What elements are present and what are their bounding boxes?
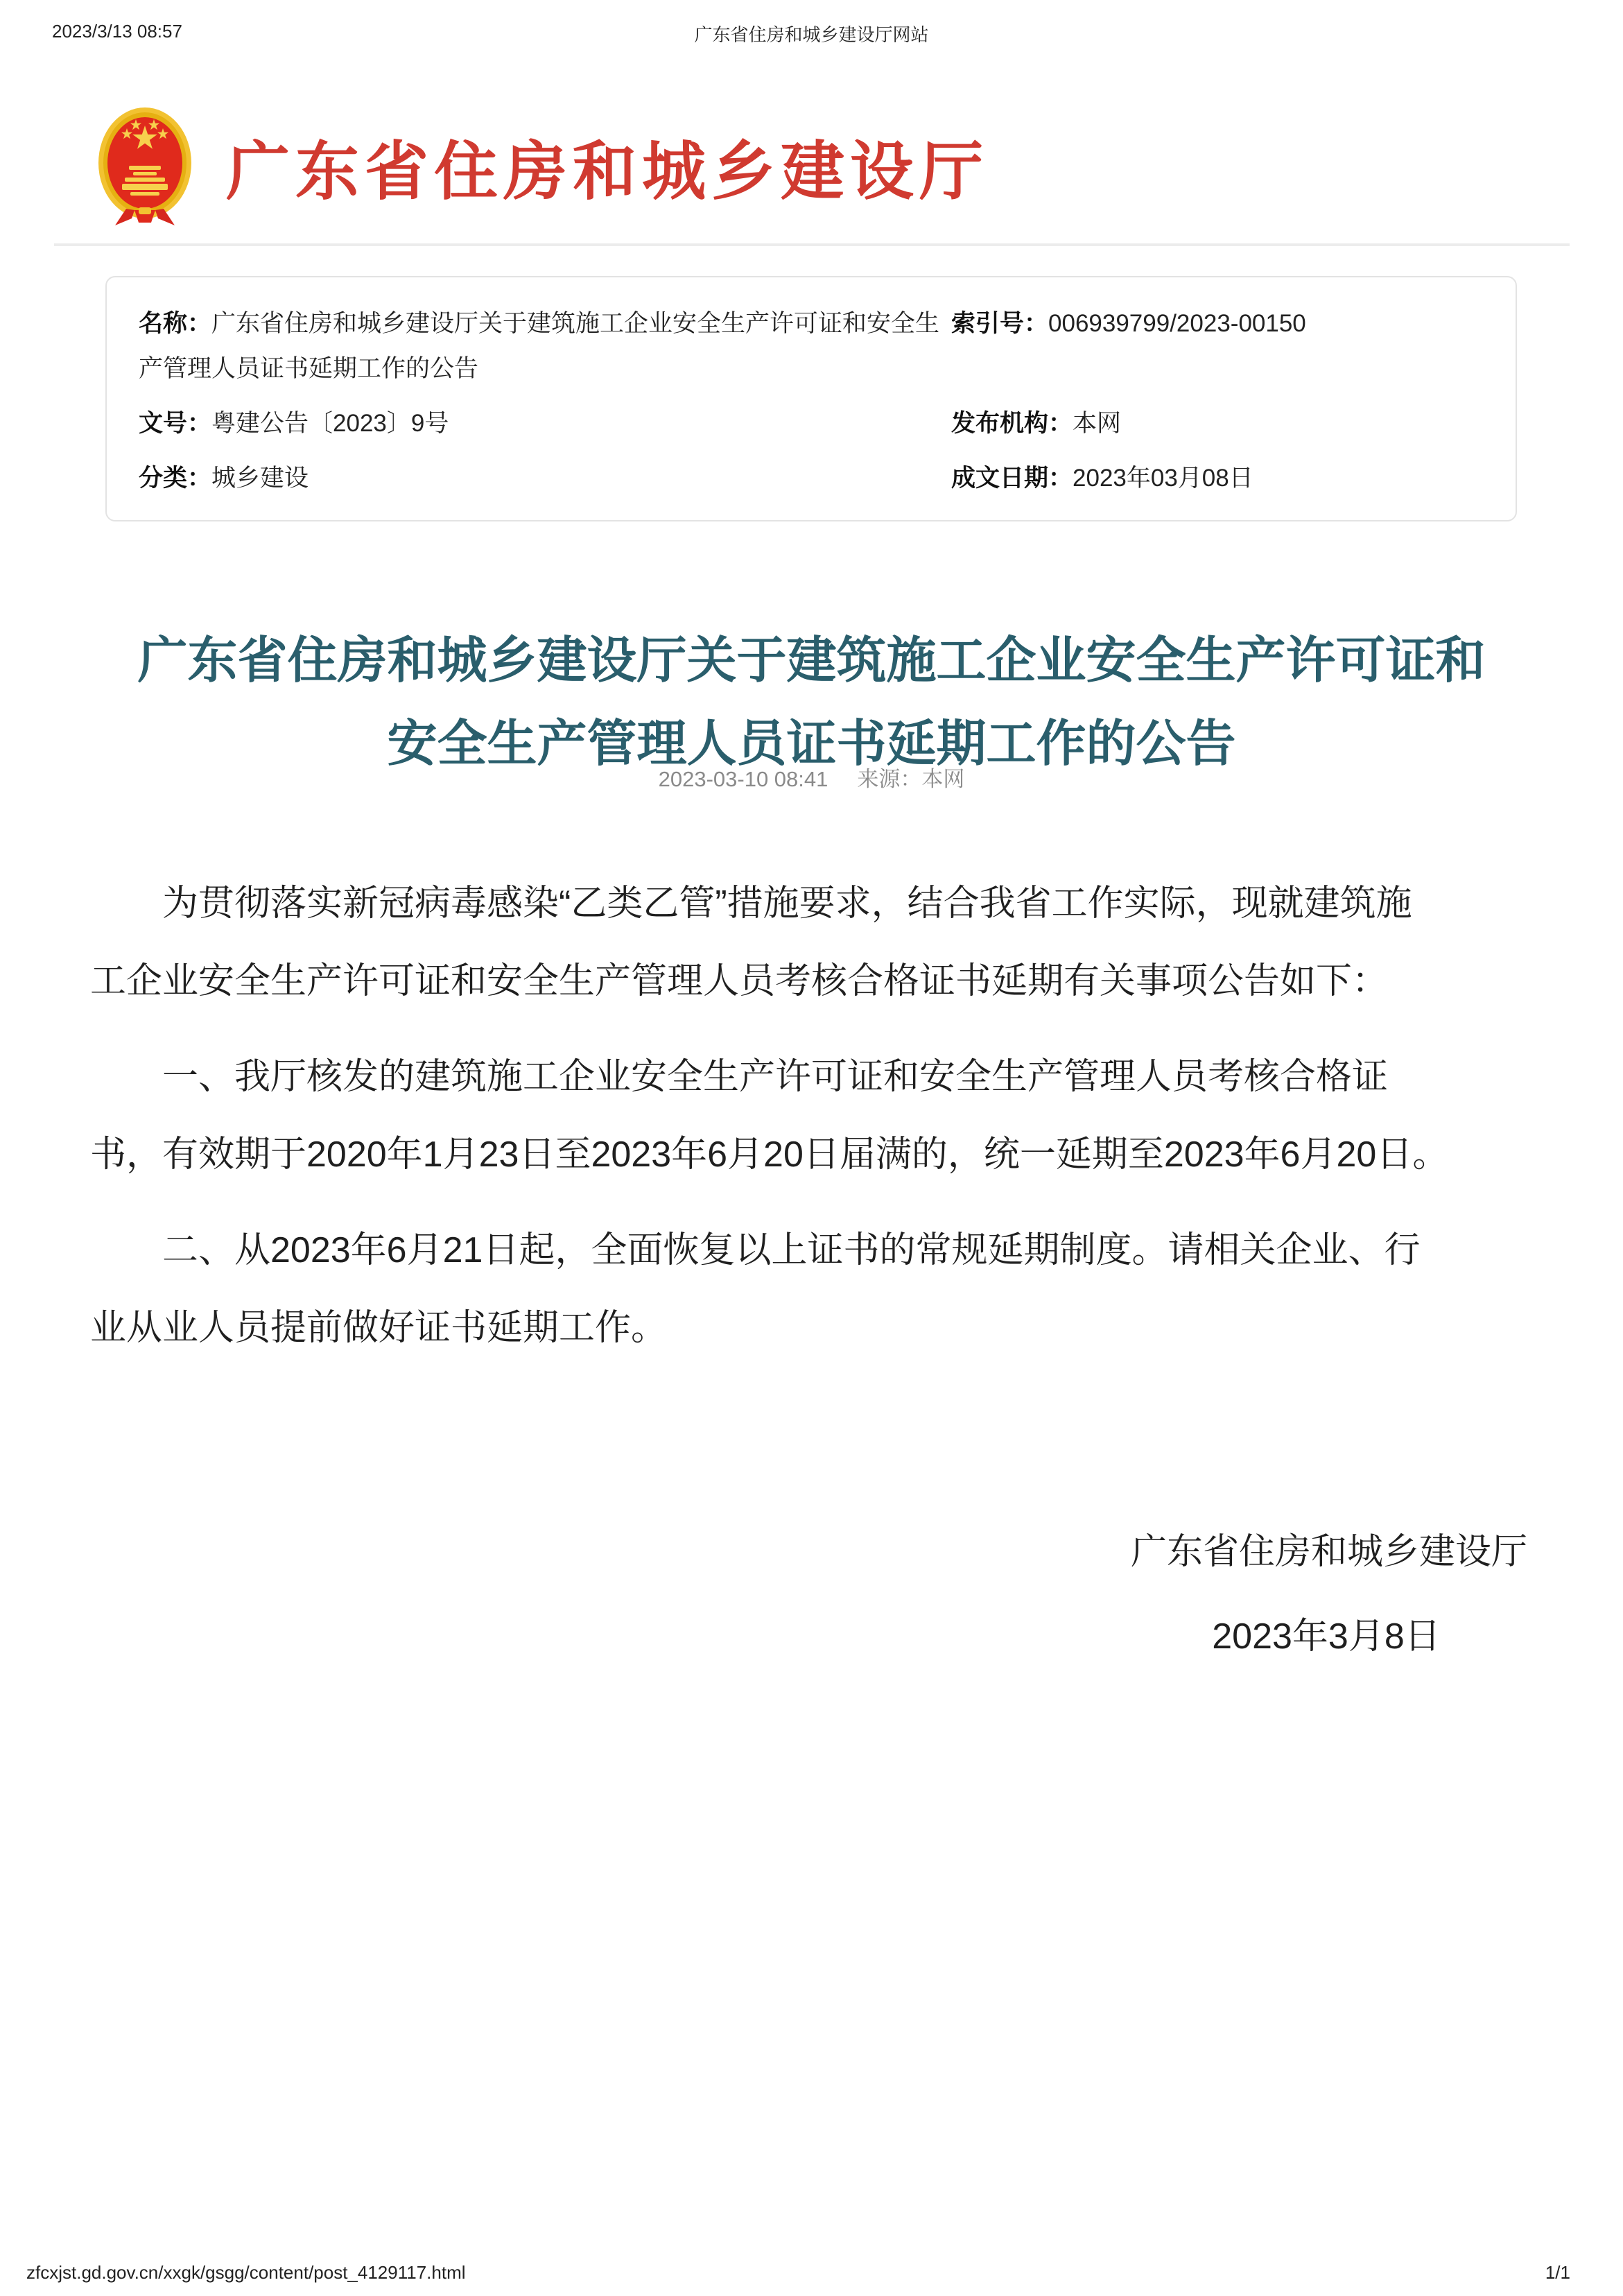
meta-value-date: 2023年03月08日 — [1073, 465, 1253, 492]
paragraph — [90, 1211, 1484, 1367]
signature-name: 广东省住房和城乡建设厅 — [1130, 1532, 1527, 1572]
article-meta — [0, 761, 1623, 793]
paragraph-line: 一、我厅核发的建筑施工企业安全生产许可证和安全生产管理人员考核合格证 — [162, 1057, 1389, 1097]
meta-label-index: 索引号： — [951, 310, 1049, 337]
source-label: 来源：本网 — [857, 767, 965, 791]
meta-docnum-row — [139, 401, 951, 446]
meta-category-row — [139, 456, 951, 501]
meta-label-docnum: 文号： — [139, 410, 212, 438]
paragraph — [90, 1038, 1484, 1193]
meta-label-publisher: 发布机构： — [951, 410, 1073, 438]
paragraph-line: 书，有效期于2020年1月23日至2023年6月20日届满的，统一延期至2023年6月20日。 — [90, 1134, 1449, 1175]
meta-label-category: 分类： — [139, 465, 212, 492]
footer-url: zfcxjst.gd.gov.cn/xxgk/gsgg/content/post_4129117.html — [26, 2262, 466, 2283]
paragraph — [90, 865, 1484, 1020]
meta-label-date: 成文日期： — [951, 465, 1073, 492]
print-site-title: 广东省住房和城乡建设厅网站 — [694, 24, 929, 45]
header-divider — [54, 243, 1570, 246]
org-name: 广东省住房和城乡建设厅 — [226, 137, 989, 207]
paragraph-line: 二、从2023年6月21日起，全面恢复以上证书的常规延期制度。请相关企业、行 — [162, 1230, 1421, 1270]
paragraph-line: 工企业安全生产许可证和安全生产管理人员考核合格证书延期有关事项公告如下： — [90, 961, 1389, 1001]
meta-value-index: 006939799/2023-00150 — [1048, 310, 1306, 337]
meta-publisher-row — [951, 401, 1484, 446]
signature-block — [1125, 1524, 1527, 1664]
meta-index-row — [951, 301, 1484, 346]
paragraph-line: 为贯彻落实新冠病毒感染“乙类乙管”措施要求，结合我省工作实际，现就建筑施 — [162, 883, 1412, 924]
article-body — [90, 865, 1484, 1385]
meta-value-publisher: 本网 — [1073, 410, 1122, 438]
paragraph-line: 业从业人员提前做好证书延期工作。 — [90, 1308, 668, 1348]
page-number: 1/1 — [1545, 2262, 1570, 2283]
site-banner — [96, 104, 989, 229]
meta-title-row — [139, 301, 951, 391]
print-datetime: 2023/3/13 08:57 — [52, 21, 182, 42]
publish-date: 2023-03-10 08:41 — [658, 767, 828, 791]
signature-date: 2023年3月8日 — [1212, 1616, 1441, 1657]
meta-value-name: 广东省住房和城乡建设厅关于建筑施工企业安全生产许可证和安全生产管理人员证书延期工作的公告 — [139, 310, 940, 383]
meta-value-category: 城乡建设 — [211, 465, 309, 492]
meta-value-docnum: 粤建公告〔2023〕9号 — [211, 410, 449, 438]
document-meta-box — [105, 276, 1517, 521]
article-title-line2: 安全生产管理人员证书延期工作的公告 — [387, 716, 1236, 772]
meta-date-row — [951, 456, 1484, 501]
article-title-line1: 广东省住房和城乡建设厅关于建筑施工企业安全生产许可证和 — [137, 633, 1486, 689]
national-emblem-icon — [96, 105, 194, 228]
meta-label-name: 名称： — [139, 310, 212, 337]
